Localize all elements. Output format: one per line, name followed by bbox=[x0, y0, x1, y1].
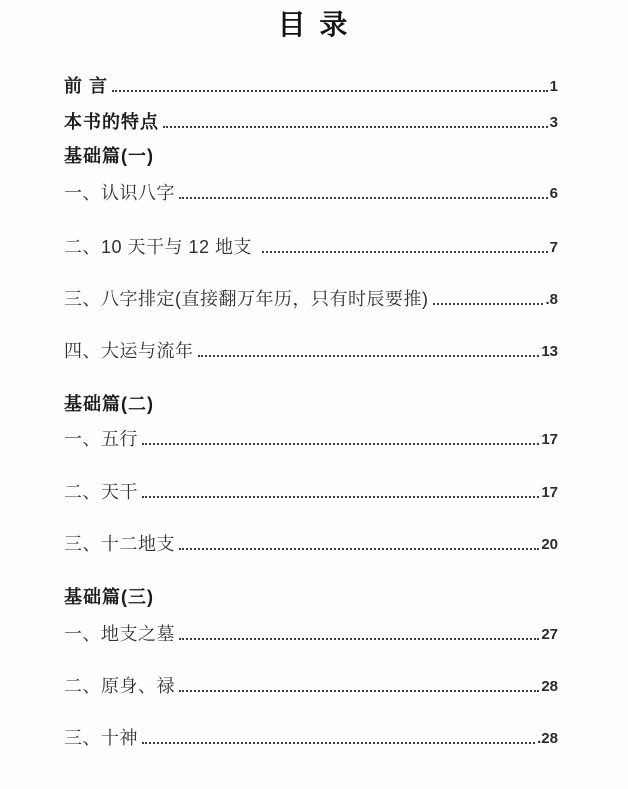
dot-leader bbox=[262, 251, 548, 253]
toc-page-number: 17 bbox=[541, 484, 558, 501]
dot-leader bbox=[179, 690, 539, 692]
dot-leader bbox=[179, 548, 539, 550]
toc-page-number: .28 bbox=[537, 730, 558, 747]
toc-page-number: 1 bbox=[549, 78, 558, 95]
toc-page-number: 7 bbox=[549, 239, 558, 256]
dot-leader bbox=[179, 638, 539, 640]
toc-chapter-basics-1 bbox=[64, 144, 558, 166]
toc-entry bbox=[64, 480, 558, 502]
toc-page-number: 27 bbox=[541, 626, 558, 643]
dot-leader bbox=[179, 197, 548, 199]
toc-page-number: 6 bbox=[549, 185, 558, 202]
toc-entry-label: 一、认识八字 bbox=[64, 183, 175, 203]
toc-chapter-label: 基础篇(三) bbox=[64, 587, 154, 607]
toc-entry-book-features bbox=[64, 110, 558, 132]
toc-entry-label: 四、大运与流年 bbox=[64, 341, 194, 361]
page-title: 目 录 bbox=[277, 9, 351, 40]
toc-page-number: 13 bbox=[541, 343, 558, 360]
toc-entry-label: 三、十神 bbox=[64, 728, 138, 748]
toc-chapter-label: 基础篇(二) bbox=[64, 394, 154, 414]
toc-entry-label: 二、原身、禄 bbox=[64, 676, 175, 696]
toc-chapter-basics-2 bbox=[64, 392, 558, 414]
toc-entry-label: 一、五行 bbox=[64, 429, 138, 449]
toc-entry bbox=[64, 532, 558, 554]
toc-chapter-basics-3 bbox=[64, 585, 558, 607]
dot-leader bbox=[198, 355, 540, 357]
toc-entry bbox=[64, 427, 558, 449]
toc-entry-preface bbox=[64, 74, 558, 96]
toc-entry bbox=[64, 287, 558, 309]
toc-chapter-label: 基础篇(一) bbox=[64, 146, 154, 166]
dot-leader bbox=[142, 443, 539, 445]
toc-entry bbox=[64, 726, 558, 748]
toc-entry-label: 二、10 天干与 12 地支 bbox=[64, 237, 253, 257]
toc-entry bbox=[64, 674, 558, 696]
toc-entry-label: 本书的特点 bbox=[64, 112, 159, 132]
toc-page-number: 28 bbox=[541, 678, 558, 695]
toc-page-number: 20 bbox=[541, 536, 558, 553]
toc-entry bbox=[64, 181, 558, 203]
toc-page-number: 3 bbox=[549, 114, 558, 131]
toc-entry bbox=[64, 235, 558, 257]
toc-entry-label: 一、地支之墓 bbox=[64, 624, 175, 644]
toc-entry-label: 前 言 bbox=[64, 76, 109, 96]
toc-page-number: 17 bbox=[541, 431, 558, 448]
toc-entry bbox=[64, 622, 558, 644]
dot-leader bbox=[112, 90, 548, 92]
dot-leader bbox=[142, 496, 539, 498]
toc-entry-label: 三、八字排定(直接翻万年历，只有时辰要推) bbox=[64, 289, 429, 309]
toc-entry-label: 二、天干 bbox=[64, 482, 138, 502]
toc-entry bbox=[64, 339, 558, 361]
dot-leader bbox=[163, 126, 548, 128]
toc-page-number: .8 bbox=[545, 291, 558, 308]
dot-leader bbox=[142, 742, 535, 744]
dot-leader bbox=[433, 303, 544, 305]
toc-entry-label: 三、十二地支 bbox=[64, 534, 175, 554]
